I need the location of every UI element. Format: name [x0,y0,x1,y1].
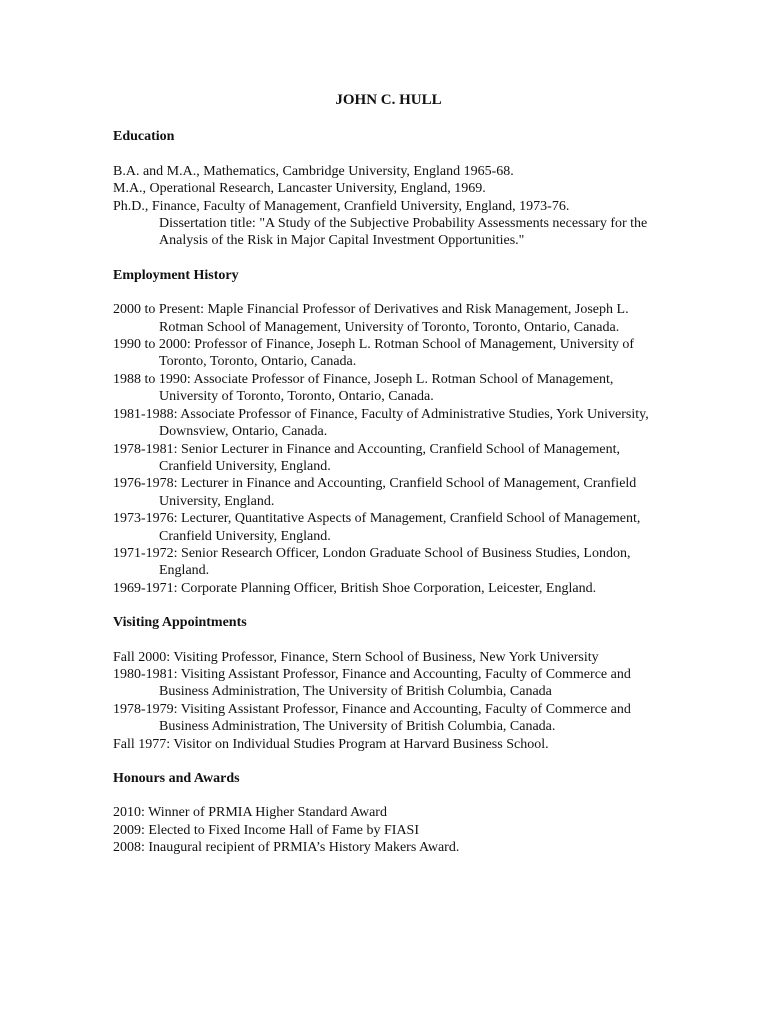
section-education [113,128,658,249]
list-item: 1980-1981: Visiting Assistant Professor, Finance and Accounting, Faculty of Commerce and Business Administration, The University of British Columbia, Canada [113,666,631,700]
cv-document [113,92,658,874]
list-item: 1978-1979: Visiting Assistant Professor, Finance and Accounting, Faculty of Commerce and Business Administration, The University of British Columbia, Canada. [113,701,631,735]
list-item: 2009: Elected to Fixed Income Hall of Fame by FIASI [113,822,419,838]
section-honours-and-awards [113,770,658,857]
list-item: 1973-1976: Lecturer, Quantitative Aspects of Management, Cranfield School of Management, Cranfield University, England. [113,511,641,544]
entry-list [113,804,658,856]
section-employment-history [113,267,658,597]
list-item: 1988 to 1990: Associate Professor of Finance, Joseph L. Rotman School of Management, University of Toronto, Toronto, Ontario, Canada. [113,371,614,405]
list-item: Fall 2000: Visiting Professor, Finance, Stern School of Business, New York University [113,649,599,665]
section-heading: Education [113,129,175,145]
list-item: B.A. and M.A., Mathematics, Cambridge University, England 1965-68. [113,163,514,179]
list-item: 1976-1978: Lecturer in Finance and Accounting, Cranfield School of Management, Cranfield University, England. [113,476,637,509]
section-visiting-appointments [113,614,658,753]
list-item: 1981-1988: Associate Professor of Finance, Faculty of Administrative Studies, York University, Downsview, Ontario, Canada. [113,406,649,440]
list-item: 1969-1971: Corporate Planning Officer, British Shoe Corporation, Leicester, England. [113,580,597,596]
list-item: 2000 to Present: Maple Financial Professor of Derivatives and Risk Management, Joseph L. Rotman School of Management, University of Toronto, Toronto, Ontario, Canada. [113,302,629,335]
entry-list [113,649,658,753]
list-item: 2008: Inaugural recipient of PRMIA’s History Makers Award. [113,840,460,856]
list-item: 1990 to 2000: Professor of Finance, Joseph L. Rotman School of Management, University of Toronto, Toronto, Ontario, Canada. [113,337,635,370]
list-item: Ph.D., Finance, Faculty of Management, Cranfield University, England, 1973-76. [113,198,570,214]
entry-list [113,301,658,597]
list-item: 2010: Winner of PRMIA Higher Standard Award [113,805,387,821]
list-item: Fall 1977: Visitor on Individual Studies Program at Harvard Business School. [113,736,549,752]
entry-list [113,163,658,250]
dissertation-title: Dissertation title: "A Study of the Subjective Probability Assessments necessary for the Analysis of the Risk in Major Capital Investment Opportunities." [159,216,648,249]
section-heading: Employment History [113,267,239,283]
list-item: 1978-1981: Senior Lecturer in Finance and Accounting, Cranfield School of Management, Cranfield University, England. [113,441,620,474]
section-heading: Visiting Appointments [113,615,247,631]
list-item: 1971-1972: Senior Research Officer, London Graduate School of Business Studies, London, England. [113,545,631,579]
section-heading: Honours and Awards [113,771,240,786]
document-title: JOHN C. HULL [335,92,442,108]
list-item: M.A., Operational Research, Lancaster University, England, 1969. [113,181,486,197]
